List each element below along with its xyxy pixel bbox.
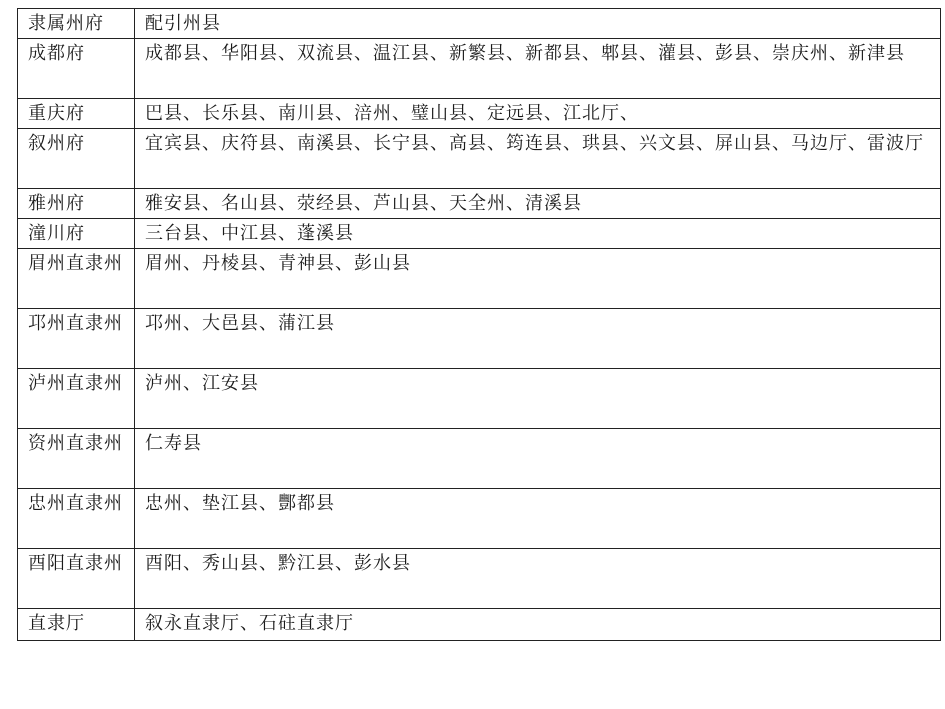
counties-cell: 邛州、大邑县、蒲江县	[135, 309, 941, 369]
table-row	[18, 549, 941, 609]
table-row	[18, 309, 941, 369]
counties-cell: 仁寿县	[135, 429, 941, 489]
counties-cell: 成都县、华阳县、双流县、温江县、新繁县、新都县、郫县、灌县、彭县、崇庆州、新津县	[135, 39, 941, 99]
table-row	[18, 99, 941, 129]
counties-cell: 巴县、长乐县、南川县、涪州、璧山县、定远县、江北厅、	[135, 99, 941, 129]
header-prefecture-cell: 隶属州府	[18, 9, 135, 39]
table-row	[18, 189, 941, 219]
prefecture-cell: 雅州府	[18, 189, 135, 219]
prefecture-cell: 邛州直隶州	[18, 309, 135, 369]
counties-cell: 宜宾县、庆符县、南溪县、长宁县、高县、筠连县、珙县、兴文县、屏山县、马边厅、雷波厅	[135, 129, 941, 189]
counties-cell: 叙永直隶厅、石砫直隶厅	[135, 609, 941, 641]
prefecture-cell: 眉州直隶州	[18, 249, 135, 309]
prefecture-county-table	[17, 8, 941, 641]
prefecture-cell: 叙州府	[18, 129, 135, 189]
counties-cell: 眉州、丹棱县、青神县、彭山县	[135, 249, 941, 309]
table-row	[18, 489, 941, 549]
counties-cell: 酉阳、秀山县、黔江县、彭水县	[135, 549, 941, 609]
table-row	[18, 369, 941, 429]
table-row	[18, 609, 941, 641]
prefecture-cell: 资州直隶州	[18, 429, 135, 489]
table-row	[18, 129, 941, 189]
prefecture-cell: 直隶厅	[18, 609, 135, 641]
prefecture-cell: 成都府	[18, 39, 135, 99]
counties-cell: 忠州、垫江县、酆都县	[135, 489, 941, 549]
table-header-row	[18, 9, 941, 39]
header-counties-cell: 配引州县	[135, 9, 941, 39]
table-row	[18, 219, 941, 249]
counties-cell: 泸州、江安县	[135, 369, 941, 429]
prefecture-cell: 忠州直隶州	[18, 489, 135, 549]
prefecture-cell: 潼川府	[18, 219, 135, 249]
counties-cell: 三台县、中江县、蓬溪县	[135, 219, 941, 249]
prefecture-cell: 酉阳直隶州	[18, 549, 135, 609]
table-row	[18, 429, 941, 489]
table-row	[18, 39, 941, 99]
counties-cell: 雅安县、名山县、荥经县、芦山县、天全州、清溪县	[135, 189, 941, 219]
prefecture-cell: 重庆府	[18, 99, 135, 129]
table-row	[18, 249, 941, 309]
prefecture-cell: 泸州直隶州	[18, 369, 135, 429]
